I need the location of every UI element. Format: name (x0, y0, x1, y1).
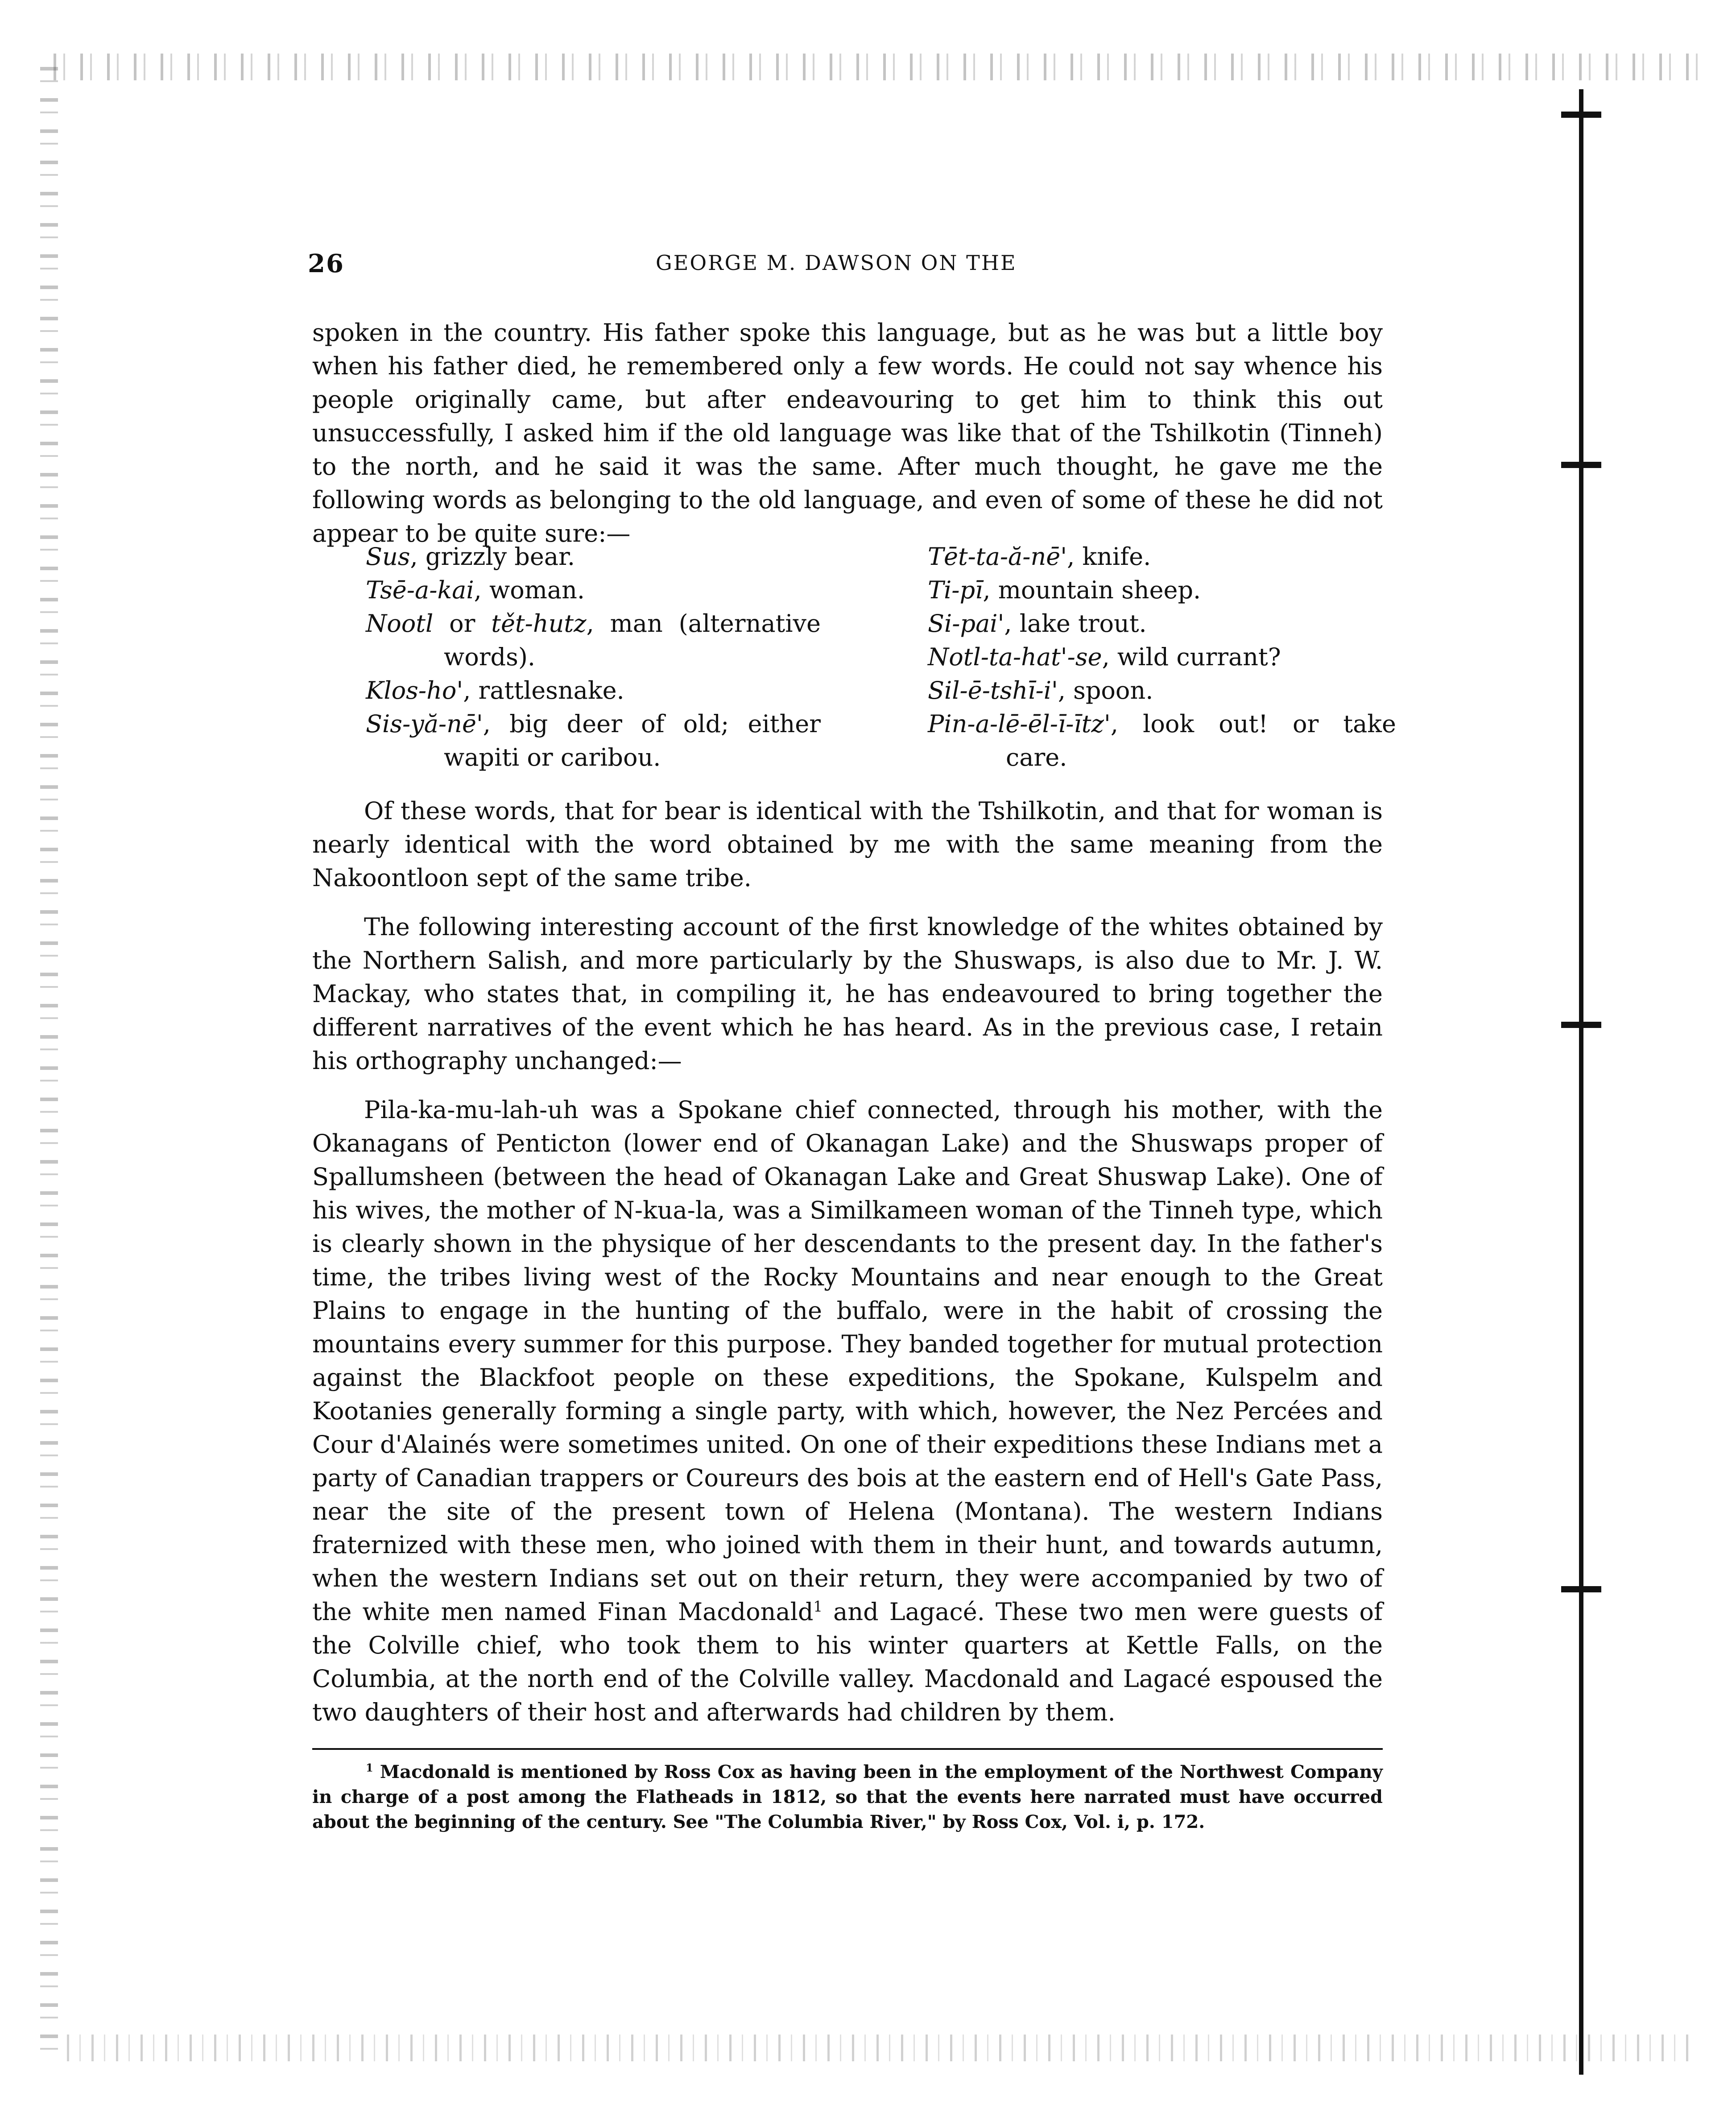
vocab-gloss: , lake trout. (1004, 609, 1147, 638)
binding-mark (1561, 462, 1601, 468)
vocab-entry (366, 540, 821, 573)
vocabulary-list (366, 540, 1396, 772)
vocab-gloss: , wild currant? (1102, 643, 1281, 671)
vocab-entry (928, 607, 1396, 640)
vocab-entry (366, 607, 821, 674)
vocab-word: Notl-ta-hat'-se (928, 643, 1102, 671)
vocab-word: Sus (366, 543, 410, 571)
paragraph-4-text: Pila-ka-mu-lah-uh was a Spokane chief connected, through his mother, with the Okanagans of Penticton (lower end of Okanagan Lake) and the Shuswaps proper of Spallumsheen (between the head of Okanagan Lake and Great Shuswap Lake). One of his wives, the mother of N-kua-la, was a Similkameen woman of the Tinneh type, which is clearly shown in the physique of her descendants to the present day. In the father's time, the tribes living west of the Rocky Mountains and near enough to the Great Plains to engage in the hunting of the buffalo, were in the habit of crossing the mountains every summer for this purpose. They banded together for mutual protection against the Blackfoot people on these expeditions, the Spokane, Kulspelm and Kootanies generally forming a single party, with which, however, the Nez Percées and Cour d'Alainés were sometimes united. On one of their expeditions these Indians met a party of Canadian trappers or Coureurs des bois at the eastern end of Hell's Gate Pass, near the site of the present town of Helena (Montana). The western Indians fraternized with these men, who joined with them in their hunt, and towards autumn, when the western Indians set out on their return, they were accompanied by two of the white men named Finan Macdonald (312, 1096, 1383, 1626)
footnote-rule (312, 1748, 1383, 1750)
vocab-gloss: , mountain sheep. (983, 576, 1201, 604)
vocab-gloss: , spoon. (1058, 676, 1153, 704)
vocab-entry (928, 640, 1396, 674)
vocab-gloss: , man (alternative words). (444, 609, 821, 671)
scan-edge-top (54, 54, 1704, 80)
vocab-entry (366, 674, 821, 707)
scan-edge-left (40, 67, 58, 2052)
footnote-text: Macdonald is mentioned by Ross Cox as having been in the employment of the Northwest Company in charge of a post among the Flatheads in 1812, so that the events here narrated must have occurred about the beginning of the century. See "The Columbia River," by Ross Cox, Vol. i, p. 172. (312, 1761, 1383, 1832)
footnote-reference: 1 (813, 1598, 823, 1615)
binding-mark (1561, 112, 1601, 118)
vocab-word: tět-hutz (491, 609, 587, 638)
binding-mark (1561, 1586, 1601, 1592)
running-title: GEORGE M. DAWSON ON THE (656, 251, 1017, 275)
vocab-gloss: , look out! or take care. (1006, 710, 1396, 771)
paragraph-2: Of these words, that for bear is identical with the Tshilkotin, and that for woman is nearly identical with the word obtained by me with the same meaning from the Nakoontloon sept of the same tribe. (312, 797, 1383, 892)
vocab-word: Klos-ho' (366, 676, 463, 704)
vocab-gloss: or (433, 609, 492, 638)
scan-edge-bottom (67, 2035, 1695, 2061)
paragraph-3: The following interesting account of the first knowledge of the whites obtained by the Northern Salish, and more particularly by the Shuswaps, is also due to Mr. J. W. Mackay, who states that, in compiling it, he has endeavoured to bring together the different narratives of the event which he has heard. As in the previous case, I retain his orthography unchanged:— (312, 913, 1383, 1075)
vocabulary-column-right (928, 540, 1396, 774)
vocab-word: Ti-pī (928, 576, 983, 604)
vocab-word: Pin-a-lē-ēl-ī-ītz' (928, 710, 1111, 738)
vocab-word: Tēt-ta-ă-nē' (928, 543, 1067, 571)
vocab-entry (928, 573, 1396, 607)
vocab-word: Si-pai' (928, 609, 1004, 638)
paragraph-4 (312, 1093, 1383, 1729)
vocab-gloss: , big deer of old; either wapiti or caribou. (444, 710, 821, 771)
vocab-word: Tsē-a-kai (366, 576, 474, 604)
paragraph-1: spoken in the country. His father spoke this language, but as he was but a little boy when his father died, he remembered only a few words. He could not say whence his people originally came, but after endeavouring to get him to think this out unsuccessfully, I asked him if the old language was like that of the Tshilkotin (Tinneh) to the north, and he said it was the same. After much thought, he gave me the following words as belonging to the old language, and even of some of these he did not appear to be quite sure:— (312, 319, 1383, 547)
vocabulary-column-left (366, 540, 821, 774)
vocab-gloss: , rattlesnake. (463, 676, 624, 704)
vocab-word: Nootl (366, 609, 434, 638)
vocab-word: Sis-yă-nē' (366, 710, 483, 738)
paragraph-4-text: and Lagacé. These two men were guests of the Colville chief, who took them to his winter quarters at Kettle Falls, on the Columbia, at the north end of the Colville valley. Macdonald and Lagacé espoused the two daughters of their host and afterwards had children by them. (312, 1598, 1383, 1726)
running-head (308, 249, 1378, 280)
vocab-word: Sil-ē-tshī-i' (928, 676, 1058, 704)
vocab-entry (928, 707, 1396, 774)
vocab-entry (366, 707, 821, 774)
vocab-gloss: , knife. (1067, 543, 1151, 571)
vocab-gloss: , grizzly bear. (410, 543, 575, 571)
footnote-mark: 1 (366, 1761, 373, 1774)
vocab-gloss: , woman. (474, 576, 585, 604)
page-number: 26 (308, 249, 344, 278)
binding-mark (1561, 1022, 1601, 1028)
vocab-entry (366, 573, 821, 607)
vocab-entry (928, 674, 1396, 707)
vocab-entry (928, 540, 1396, 573)
footnote (312, 1760, 1383, 1835)
binding-line (1579, 89, 1583, 2075)
